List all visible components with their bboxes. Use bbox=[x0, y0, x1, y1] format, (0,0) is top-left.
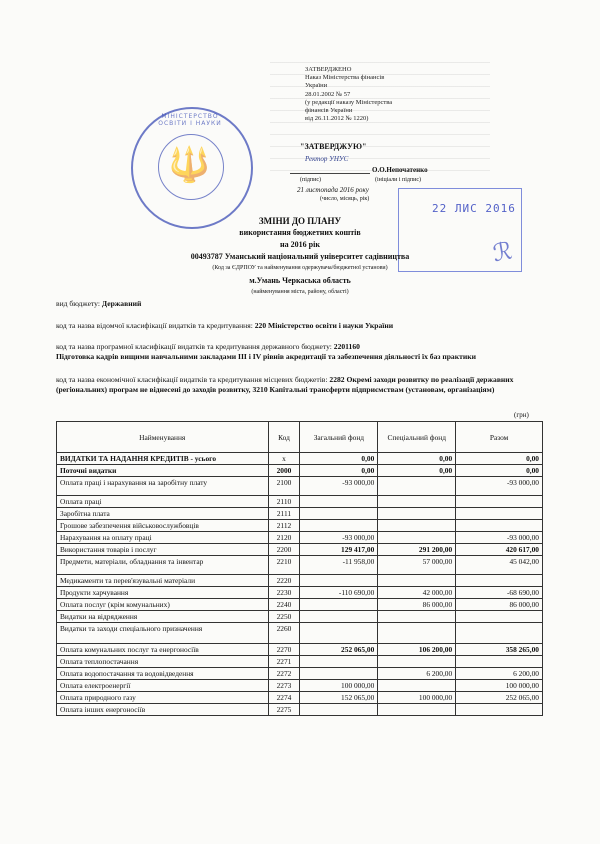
row-name: Використання товарів і послуг bbox=[57, 544, 269, 556]
table-header-row bbox=[57, 422, 543, 453]
row-special: 291 200,00 bbox=[378, 544, 456, 556]
row-name: ВИДАТКИ ТА НАДАННЯ КРЕДИТІВ - усього bbox=[57, 453, 269, 465]
approval-line: 28.01.2002 № 57 bbox=[305, 90, 351, 98]
organization: 00493787 Уманський національний університет садівництва bbox=[190, 252, 410, 261]
row-code: 2274 bbox=[268, 692, 300, 704]
row-code: 2200 bbox=[268, 544, 300, 556]
row-name: Оплата праці і нарахування на заробітну плату bbox=[57, 477, 269, 496]
row-special bbox=[378, 532, 456, 544]
document-title: ЗМІНИ ДО ПЛАНУ bbox=[258, 216, 342, 226]
program-label: код та назва програмної класифікації видатків та кредитування державного бюджету: bbox=[56, 342, 334, 351]
row-special: 6 200,00 bbox=[378, 668, 456, 680]
row-code: 2220 bbox=[268, 575, 300, 587]
row-special: 42 000,00 bbox=[378, 587, 456, 599]
row-name: Грошове забезпечення військовослужбовців bbox=[57, 520, 269, 532]
col-code-header: Код bbox=[268, 422, 300, 453]
row-special: 106 200,00 bbox=[378, 644, 456, 656]
row-name: Заробітна плата bbox=[57, 508, 269, 520]
row-special bbox=[378, 575, 456, 587]
table-row bbox=[57, 453, 543, 465]
row-code: 2260 bbox=[268, 623, 300, 644]
row-code: 2272 bbox=[268, 668, 300, 680]
row-total: 420 617,00 bbox=[456, 544, 543, 556]
row-general bbox=[300, 668, 378, 680]
program-name: Підготовка кадрів вищими навчальними закладами III і IV рівнів акредитації та забезпечення діяльності їх баз практики bbox=[56, 352, 476, 361]
row-name: Оплата інших енергоносіїв bbox=[57, 704, 269, 716]
approval-line: України bbox=[305, 82, 328, 90]
row-total bbox=[456, 575, 543, 587]
row-general: 0,00 bbox=[300, 465, 378, 477]
row-general bbox=[300, 496, 378, 508]
approval-line: (у редакції наказу Міністерства bbox=[305, 98, 393, 106]
table-row bbox=[57, 544, 543, 556]
col-special-header: Спеціальний фонд bbox=[378, 422, 456, 453]
row-code: 2275 bbox=[268, 704, 300, 716]
row-general: -93 000,00 bbox=[300, 532, 378, 544]
row-total: 45 042,00 bbox=[456, 556, 543, 575]
row-special: 86 000,00 bbox=[378, 599, 456, 611]
row-code: 2112 bbox=[268, 520, 300, 532]
approval-line: від 26.11.2012 № 1220) bbox=[305, 115, 369, 123]
row-general bbox=[300, 704, 378, 716]
confirm-title: "ЗАТВЕРДЖУЮ" bbox=[300, 142, 367, 151]
row-name: Продукти харчування bbox=[57, 587, 269, 599]
row-name: Видатки на відрядження bbox=[57, 611, 269, 623]
row-name: Оплата природного газу bbox=[57, 692, 269, 704]
row-general bbox=[300, 611, 378, 623]
table-row bbox=[57, 623, 543, 644]
row-code: 2100 bbox=[268, 477, 300, 496]
row-special bbox=[378, 508, 456, 520]
row-code: 2270 bbox=[268, 644, 300, 656]
row-special bbox=[378, 704, 456, 716]
document-subtitle: використання бюджетних коштів bbox=[239, 228, 361, 237]
row-total: 0,00 bbox=[456, 453, 543, 465]
confirm-date: 21 листопада 2016 року bbox=[297, 186, 369, 194]
econ-classification bbox=[56, 375, 546, 395]
budget-type bbox=[56, 299, 546, 309]
row-general bbox=[300, 599, 378, 611]
row-code: 2000 bbox=[268, 465, 300, 477]
table-row bbox=[57, 477, 543, 496]
row-total: 252 065,00 bbox=[456, 692, 543, 704]
budget-type-value: Державний bbox=[101, 299, 142, 308]
row-general: -93 000,00 bbox=[300, 477, 378, 496]
row-total: 86 000,00 bbox=[456, 599, 543, 611]
row-name: Предмети, матеріали, обладнання та інвентар bbox=[57, 556, 269, 575]
col-total-header: Разом bbox=[456, 422, 543, 453]
econ-value: 2282 Окремі заходи розвитку по реалізації державних (регіональних) програм не віднесені до заходів розвитку, 3210 Капітальні трансферти підприємствам (установам, організаціям) bbox=[56, 375, 514, 394]
received-stamp-date: 22 ЛИС 2016 bbox=[432, 202, 516, 215]
row-special bbox=[378, 623, 456, 644]
expenses-table bbox=[56, 421, 543, 716]
row-general: 100 000,00 bbox=[300, 680, 378, 692]
approval-line: ЗАТВЕРДЖЕНО bbox=[305, 66, 352, 73]
table-row bbox=[57, 575, 543, 587]
row-total bbox=[456, 508, 543, 520]
row-special: 100 000,00 bbox=[378, 692, 456, 704]
table-row bbox=[57, 496, 543, 508]
initials-caption: (ініціали і підпис) bbox=[375, 177, 422, 183]
city: м.Умань Черкаська область bbox=[249, 276, 351, 285]
row-code: 2250 bbox=[268, 611, 300, 623]
row-name: Оплата праці bbox=[57, 496, 269, 508]
organization-caption: (Код за ЄДРПОУ та найменування одержувача/бюджетної установи) bbox=[212, 265, 388, 271]
row-code: 2230 bbox=[268, 587, 300, 599]
city-caption: (найменування міста, району, області) bbox=[251, 289, 349, 295]
row-name: Поточні видатки bbox=[57, 465, 269, 477]
table-row bbox=[57, 611, 543, 623]
row-special: 57 000,00 bbox=[378, 556, 456, 575]
table-row bbox=[57, 644, 543, 656]
table-row bbox=[57, 692, 543, 704]
row-general: -110 690,00 bbox=[300, 587, 378, 599]
row-general: 129 417,00 bbox=[300, 544, 378, 556]
row-special bbox=[378, 520, 456, 532]
dept-classification bbox=[56, 321, 546, 331]
row-general bbox=[300, 508, 378, 520]
row-name: Оплата послуг (крім комунальних) bbox=[57, 599, 269, 611]
row-total bbox=[456, 656, 543, 668]
currency-unit: (грн) bbox=[514, 411, 529, 419]
econ-label: код та назва економічної класифікації видатків та кредитування місцевих бюджетів: bbox=[56, 375, 330, 384]
signature-line bbox=[290, 173, 370, 174]
row-code: 2210 bbox=[268, 556, 300, 575]
row-total bbox=[456, 704, 543, 716]
row-general bbox=[300, 520, 378, 532]
row-total bbox=[456, 496, 543, 508]
signer-name: О.О.Непочатенко bbox=[372, 166, 428, 174]
row-general: 152 065,00 bbox=[300, 692, 378, 704]
dept-value: 220 Міністерство освіти і науки України bbox=[254, 321, 394, 330]
row-total: -93 000,00 bbox=[456, 532, 543, 544]
row-special bbox=[378, 680, 456, 692]
table-row bbox=[57, 465, 543, 477]
table-row bbox=[57, 587, 543, 599]
row-special bbox=[378, 611, 456, 623]
row-code: 2271 bbox=[268, 656, 300, 668]
row-total: -93 000,00 bbox=[456, 477, 543, 496]
table-row bbox=[57, 704, 543, 716]
approval-line: фінансів України bbox=[305, 107, 353, 115]
approval-note bbox=[305, 66, 505, 123]
budget-type-label: вид бюджету: bbox=[56, 299, 102, 308]
row-name: Нарахування на оплату праці bbox=[57, 532, 269, 544]
row-general: 252 065,00 bbox=[300, 644, 378, 656]
signature-caption: (підпис) bbox=[300, 177, 322, 183]
table-row bbox=[57, 556, 543, 575]
approval-line: Наказ Міністерства фінансів bbox=[305, 74, 385, 82]
row-total bbox=[456, 611, 543, 623]
row-general bbox=[300, 656, 378, 668]
table-row bbox=[57, 532, 543, 544]
row-special bbox=[378, 496, 456, 508]
table-row bbox=[57, 656, 543, 668]
row-special bbox=[378, 656, 456, 668]
row-general: -11 958,00 bbox=[300, 556, 378, 575]
row-code: 2240 bbox=[268, 599, 300, 611]
row-total: 0,00 bbox=[456, 465, 543, 477]
col-name-header: Найменування bbox=[57, 422, 269, 453]
row-special: 0,00 bbox=[378, 465, 456, 477]
handwritten-signature: ℛ bbox=[490, 236, 515, 268]
row-name: Оплата комунальних послуг та енергоносіїв bbox=[57, 644, 269, 656]
row-total: -68 690,00 bbox=[456, 587, 543, 599]
row-general: 0,00 bbox=[300, 453, 378, 465]
row-name: Оплата теплопостачання bbox=[57, 656, 269, 668]
row-total bbox=[456, 520, 543, 532]
row-special: 0,00 bbox=[378, 453, 456, 465]
table-row bbox=[57, 680, 543, 692]
row-total: 358 265,00 bbox=[456, 644, 543, 656]
confirm-position: Ректор УНУС bbox=[305, 155, 349, 163]
program-value: 2201160 bbox=[333, 342, 360, 351]
round-stamp-text: МІНІСТЕРСТВО ОСВІТИ І НАУКИ bbox=[158, 113, 222, 127]
row-code: 2111 bbox=[268, 508, 300, 520]
row-code: 2273 bbox=[268, 680, 300, 692]
table-row bbox=[57, 520, 543, 532]
plan-year: на 2016 рік bbox=[280, 240, 320, 249]
trident-icon: 🔱 bbox=[168, 145, 211, 185]
row-name: Оплата водопостачання та водовідведення bbox=[57, 668, 269, 680]
row-total bbox=[456, 623, 543, 644]
table-row bbox=[57, 508, 543, 520]
row-code: 2110 bbox=[268, 496, 300, 508]
row-name: Видатки та заходи спеціального призначення bbox=[57, 623, 269, 644]
dept-label: код та назва відомчої класифікації видатків та кредитування: bbox=[56, 321, 255, 330]
row-general bbox=[300, 575, 378, 587]
date-caption: (число, місяць, рік) bbox=[320, 196, 370, 202]
row-total: 6 200,00 bbox=[456, 668, 543, 680]
row-code: 2120 bbox=[268, 532, 300, 544]
table-row bbox=[57, 668, 543, 680]
row-special bbox=[378, 477, 456, 496]
program-classification bbox=[56, 342, 546, 362]
col-general-header: Загальний фонд bbox=[300, 422, 378, 453]
row-general bbox=[300, 623, 378, 644]
row-name: Медикаменти та перев'язувальні матеріали bbox=[57, 575, 269, 587]
row-total: 100 000,00 bbox=[456, 680, 543, 692]
row-code: х bbox=[268, 453, 300, 465]
table-row bbox=[57, 599, 543, 611]
row-name: Оплата електроенергії bbox=[57, 680, 269, 692]
